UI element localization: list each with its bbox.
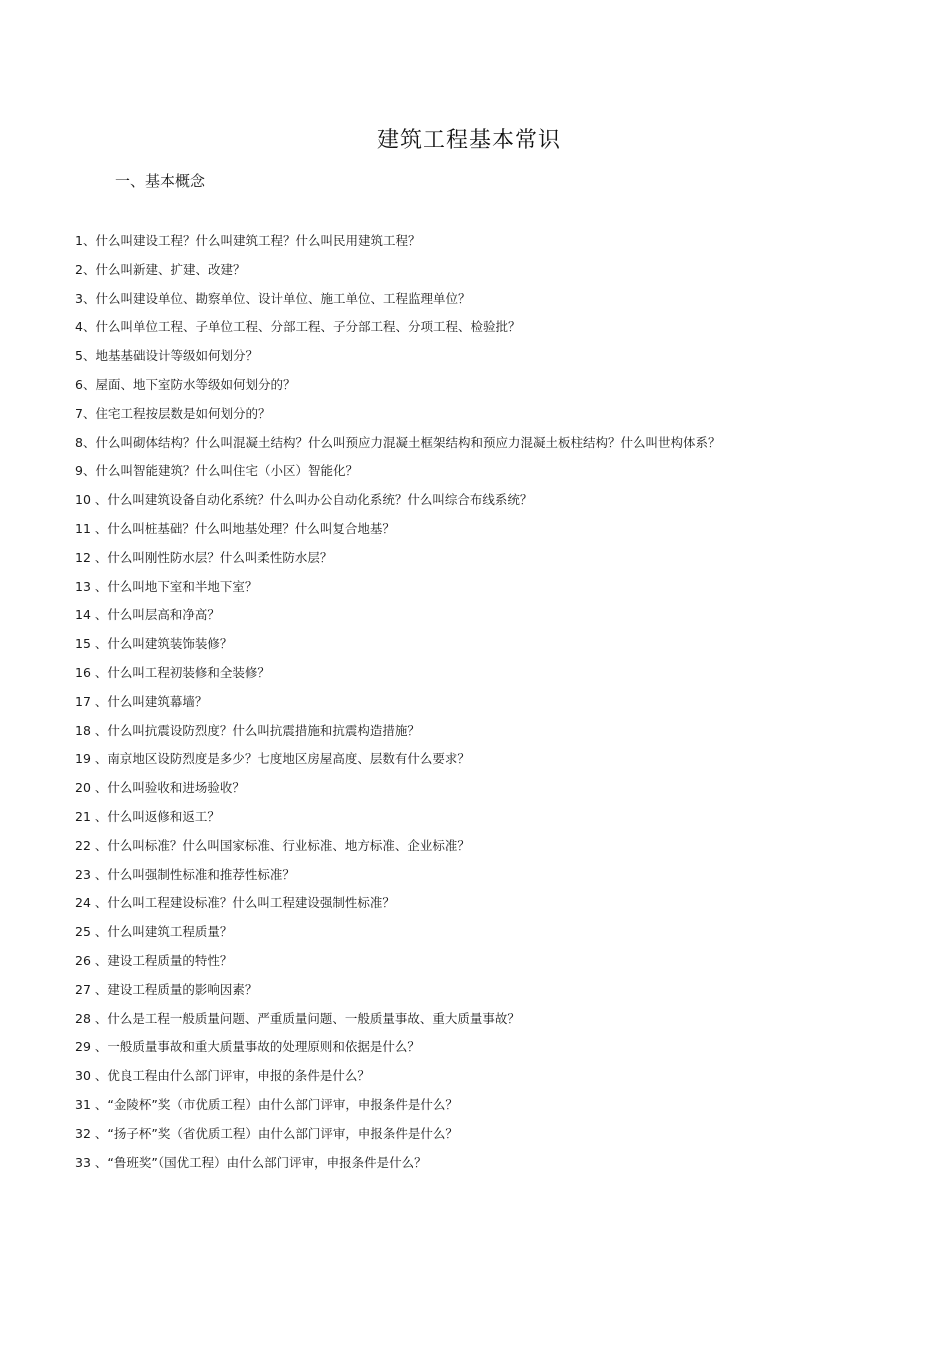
question-separator: 、 bbox=[82, 463, 96, 479]
question-text: 什么叫建筑幕墙？ bbox=[107, 693, 208, 709]
question-separator: 、 bbox=[90, 981, 108, 997]
question-separator: 、 bbox=[90, 693, 108, 709]
section-heading: 一、基本概念 bbox=[115, 172, 206, 190]
document-title: 建筑工程基本常识 bbox=[376, 128, 561, 153]
question-text: 什么叫建筑装饰装修？ bbox=[107, 636, 233, 652]
question-item bbox=[75, 921, 925, 950]
question-text: 什么叫强制性标准和推荐性标准？ bbox=[107, 866, 295, 882]
question-text: “扬子杯”奖（省优质工程）由什么部门评审，申报条件是什么？ bbox=[107, 1125, 458, 1141]
question-number: 24 bbox=[75, 895, 91, 911]
question-number: 32 bbox=[75, 1125, 91, 1141]
question-number: 16 bbox=[75, 664, 91, 680]
question-number: 11 bbox=[75, 520, 91, 536]
question-number: 6 bbox=[75, 376, 83, 392]
question-text: 什么叫抗震设防烈度？什么叫抗震措施和抗震构造措施？ bbox=[107, 722, 420, 738]
question-item bbox=[75, 1036, 925, 1065]
question-text: 什么叫建设单位、勘察单位、设计单位、施工单位、工程监理单位？ bbox=[95, 290, 471, 306]
question-separator: 、 bbox=[90, 578, 108, 594]
question-number: 30 bbox=[75, 1068, 91, 1084]
question-number: 9 bbox=[75, 463, 83, 479]
question-separator: 、 bbox=[90, 866, 108, 882]
question-separator: 、 bbox=[90, 549, 108, 565]
question-separator: 、 bbox=[90, 751, 108, 767]
question-item bbox=[75, 835, 925, 864]
question-item bbox=[75, 1123, 925, 1152]
question-number: 10 bbox=[75, 492, 91, 508]
question-number: 8 bbox=[75, 434, 83, 450]
question-number: 22 bbox=[75, 837, 91, 853]
question-separator: 、 bbox=[90, 1154, 108, 1170]
question-text: 优良工程由什么部门评审，申报的条件是什么？ bbox=[107, 1068, 370, 1084]
question-number: 23 bbox=[75, 866, 91, 882]
question-item bbox=[75, 1008, 925, 1037]
question-number: 12 bbox=[75, 549, 91, 565]
question-text: 什么叫工程建设标准？什么叫工程建设强制性标准？ bbox=[107, 895, 395, 911]
question-number: 15 bbox=[75, 636, 91, 652]
question-item bbox=[75, 892, 925, 921]
question-separator: 、 bbox=[90, 636, 108, 652]
question-number: 18 bbox=[75, 722, 91, 738]
question-item bbox=[75, 547, 925, 576]
question-item bbox=[75, 489, 925, 518]
question-item bbox=[75, 230, 925, 259]
question-number: 27 bbox=[75, 981, 91, 997]
question-number: 7 bbox=[75, 405, 83, 421]
question-separator: 、 bbox=[90, 520, 108, 536]
question-separator: 、 bbox=[90, 722, 108, 738]
question-text: 建设工程质量的影响因素？ bbox=[107, 981, 258, 997]
question-number: 25 bbox=[75, 924, 91, 940]
question-text: 什么叫建设工程？什么叫建筑工程？什么叫民用建筑工程？ bbox=[95, 233, 421, 248]
question-text: 屋面、地下室防水等级如何划分的？ bbox=[95, 376, 296, 392]
question-text: 什么叫地下室和半地下室？ bbox=[107, 578, 258, 594]
question-text: 什么是工程一般质量问题、严重质量问题、一般质量事故、重大质量事故？ bbox=[107, 1010, 520, 1026]
question-number: 19 bbox=[75, 751, 91, 767]
question-text: “鲁班奖”（国优工程）由什么部门评审，申报条件是什么？ bbox=[107, 1154, 427, 1170]
question-item bbox=[75, 345, 925, 374]
question-item bbox=[75, 633, 925, 662]
question-separator: 、 bbox=[82, 405, 96, 421]
question-text: 什么叫单位工程、子单位工程、分部工程、子分部工程、分项工程、检验批？ bbox=[95, 319, 521, 335]
question-separator: 、 bbox=[82, 261, 96, 277]
question-separator: 、 bbox=[90, 492, 108, 508]
question-separator: 、 bbox=[82, 319, 96, 335]
question-number: 5 bbox=[75, 348, 83, 364]
question-text: “金陵杯”奖（市优质工程）由什么部门评审，申报条件是什么？ bbox=[107, 1096, 458, 1112]
question-item bbox=[75, 460, 925, 489]
question-number: 33 bbox=[75, 1154, 91, 1170]
question-item bbox=[75, 518, 925, 547]
question-separator: 、 bbox=[90, 1039, 108, 1055]
question-item bbox=[75, 777, 925, 806]
question-separator: 、 bbox=[82, 348, 96, 364]
question-separator: 、 bbox=[90, 664, 108, 680]
question-separator: 、 bbox=[90, 1125, 108, 1141]
question-separator: 、 bbox=[90, 1010, 108, 1026]
question-number: 17 bbox=[75, 693, 91, 709]
question-text: 地基基础设计等级如何划分？ bbox=[95, 348, 258, 364]
question-number: 26 bbox=[75, 952, 91, 968]
question-separator: 、 bbox=[90, 607, 108, 623]
question-text: 南京地区设防烈度是多少？七度地区房屋高度、层数有什么要求？ bbox=[107, 751, 470, 767]
question-separator: 、 bbox=[82, 290, 96, 306]
question-text: 什么叫验收和进场验收？ bbox=[107, 780, 245, 796]
question-number: 20 bbox=[75, 780, 91, 796]
question-item bbox=[75, 432, 925, 461]
question-text: 什么叫新建、扩建、改建？ bbox=[95, 261, 246, 277]
question-number: 31 bbox=[75, 1096, 91, 1112]
question-number: 29 bbox=[75, 1039, 91, 1055]
question-item bbox=[75, 662, 925, 691]
question-text: 什么叫层高和净高？ bbox=[107, 607, 220, 623]
question-number: 28 bbox=[75, 1010, 91, 1026]
question-item bbox=[75, 979, 925, 1008]
question-text: 什么叫智能建筑？什么叫住宅（小区）智能化？ bbox=[95, 463, 358, 479]
question-item bbox=[75, 288, 925, 317]
question-separator: 、 bbox=[90, 1068, 108, 1084]
question-item bbox=[75, 720, 925, 749]
question-number: 13 bbox=[75, 578, 91, 594]
question-number: 2 bbox=[75, 261, 83, 277]
question-text: 什么叫桩基础？什么叫地基处理？什么叫复合地基？ bbox=[107, 520, 395, 536]
question-text: 建设工程质量的特性？ bbox=[107, 952, 233, 968]
question-separator: 、 bbox=[90, 837, 108, 853]
question-text: 什么叫建筑设备自动化系统？什么叫办公自动化系统？什么叫综合布线系统？ bbox=[107, 492, 533, 508]
question-text: 什么叫刚性防水层？什么叫柔性防水层？ bbox=[107, 549, 333, 565]
question-text: 什么叫工程初装修和全装修？ bbox=[107, 664, 270, 680]
question-number: 14 bbox=[75, 607, 91, 623]
question-text: 什么叫返修和返工？ bbox=[107, 808, 220, 824]
question-item bbox=[75, 316, 925, 345]
question-separator: 、 bbox=[90, 808, 108, 824]
question-separator: 、 bbox=[90, 1096, 108, 1112]
question-item bbox=[75, 1065, 925, 1094]
question-separator: 、 bbox=[82, 233, 96, 248]
question-item bbox=[75, 691, 925, 720]
question-text: 什么叫砌体结构？什么叫混凝土结构？什么叫预应力混凝土框架结构和预应力混凝土板柱结构？什么叫世构体系？ bbox=[95, 434, 721, 450]
question-separator: 、 bbox=[90, 924, 108, 940]
question-separator: 、 bbox=[82, 434, 96, 450]
question-separator: 、 bbox=[82, 376, 96, 392]
question-item bbox=[75, 604, 925, 633]
question-item bbox=[75, 806, 925, 835]
question-separator: 、 bbox=[90, 780, 108, 796]
question-item bbox=[75, 259, 925, 288]
question-number: 3 bbox=[75, 290, 83, 306]
question-text: 什么叫建筑工程质量？ bbox=[107, 924, 233, 940]
question-number: 4 bbox=[75, 319, 83, 335]
question-item bbox=[75, 403, 925, 432]
question-list bbox=[75, 230, 925, 1180]
question-item bbox=[75, 1152, 925, 1181]
question-text: 住宅工程按层数是如何划分的？ bbox=[95, 405, 271, 421]
question-item bbox=[75, 1094, 925, 1123]
question-text: 什么叫标准？什么叫国家标准、行业标准、地方标准、企业标准？ bbox=[107, 837, 470, 853]
question-item bbox=[75, 864, 925, 893]
question-separator: 、 bbox=[90, 952, 108, 968]
question-number: 1 bbox=[75, 233, 83, 248]
question-item bbox=[75, 576, 925, 605]
question-text: 一般质量事故和重大质量事故的处理原则和依据是什么？ bbox=[107, 1039, 420, 1055]
question-item bbox=[75, 950, 925, 979]
question-item bbox=[75, 748, 925, 777]
question-separator: 、 bbox=[90, 895, 108, 911]
question-item bbox=[75, 374, 925, 403]
question-number: 21 bbox=[75, 808, 91, 824]
